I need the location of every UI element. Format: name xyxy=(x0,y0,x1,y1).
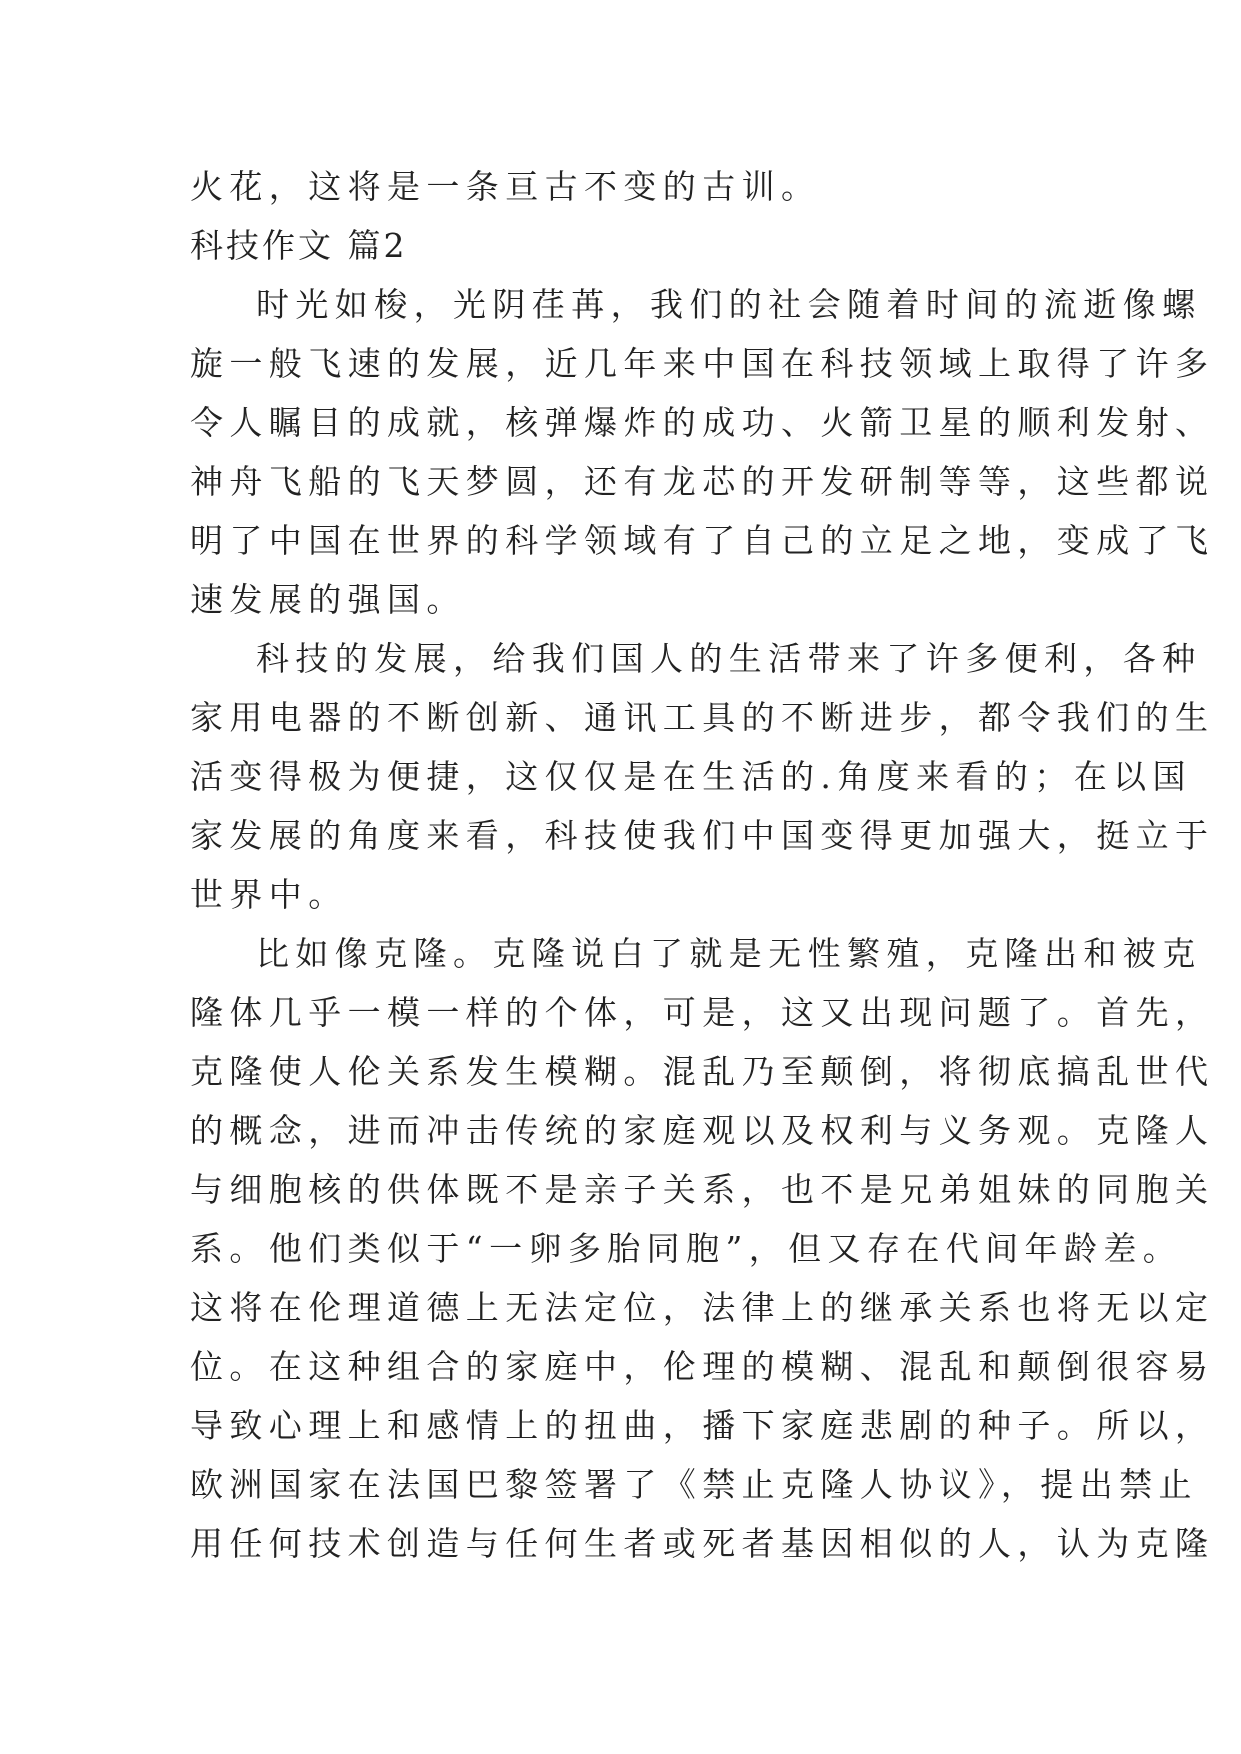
paragraph-line: 位。在这种组合的家庭中，伦理的模糊、混乱和颠倒很容易 xyxy=(190,1347,1215,1386)
paragraph-line: 活变得极为便捷，这仅仅是在生活的.角度来看的；在以国 xyxy=(190,757,1192,796)
paragraph-line: 神舟飞船的飞天梦圆，还有龙芯的开发研制等等，这些都说 xyxy=(190,462,1215,501)
paragraph-line: 系。他们类似于“一卵多胎同胞”，但又存在代间年龄差。 xyxy=(190,1229,1183,1268)
document-body xyxy=(190,157,1215,1573)
paragraph-line: 的概念，进而冲击传统的家庭观以及权利与义务观。克隆人 xyxy=(190,1111,1215,1150)
paragraph-line: 家发展的角度来看，科技使我们中国变得更加强大，挺立于 xyxy=(190,816,1215,855)
paragraph-line: 用任何技术创造与任何生者或死者基因相似的人，认为克隆 xyxy=(190,1524,1215,1563)
paragraph-line: 比如像克隆。克隆说白了就是无性繁殖，克隆出和被克 xyxy=(256,934,1202,973)
paragraph-line: 令人瞩目的成就，核弹爆炸的成功、火箭卫星的顺利发射、 xyxy=(190,403,1215,442)
paragraph-line: 这将在伦理道德上无法定位，法律上的继承关系也将无以定 xyxy=(190,1288,1215,1327)
paragraph-line: 克隆使人伦关系发生模糊。混乱乃至颠倒，将彻底搞乱世代 xyxy=(190,1052,1215,1091)
paragraph-line: 时光如梭，光阴荏苒，我们的社会随着时间的流逝像螺 xyxy=(256,285,1202,324)
continuation-line: 火花，这将是一条亘古不变的古训。 xyxy=(190,167,821,206)
paragraph-line: 导致心理上和感情上的扭曲，播下家庭悲剧的种子。所以， xyxy=(190,1406,1215,1445)
paragraph-line: 世界中。 xyxy=(190,875,348,914)
section-heading: 科技作文 篇2 xyxy=(190,226,408,265)
paragraph-line: 隆体几乎一模一样的个体，可是，这又出现问题了。首先， xyxy=(190,993,1215,1032)
paragraph-3 xyxy=(190,924,1215,1573)
paragraph-line: 欧洲国家在法国巴黎签署了《禁止克隆人协议》，提出禁止 xyxy=(190,1465,1198,1504)
paragraph-line: 旋一般飞速的发展，近几年来中国在科技领域上取得了许多 xyxy=(190,344,1215,383)
paragraph-line: 科技的发展，给我们国人的生活带来了许多便利，各种 xyxy=(256,639,1202,678)
paragraph-2 xyxy=(190,629,1215,924)
paragraph-line: 明了中国在世界的科学领域有了自己的立足之地，变成了飞 xyxy=(190,521,1215,560)
paragraph-line: 速发展的强国。 xyxy=(190,580,466,619)
paragraph-line: 家用电器的不断创新、通讯工具的不断进步，都令我们的生 xyxy=(190,698,1215,737)
paragraph-1 xyxy=(190,275,1215,629)
paragraph-line: 与细胞核的供体既不是亲子关系，也不是兄弟姐妹的同胞关 xyxy=(190,1170,1215,1209)
